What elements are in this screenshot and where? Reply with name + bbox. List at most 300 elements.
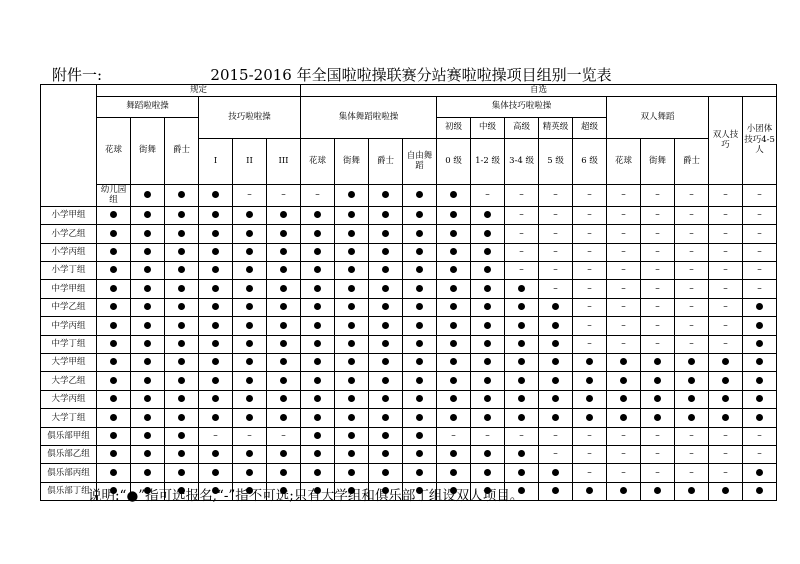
table-cell xyxy=(607,445,641,463)
table-cell xyxy=(607,409,641,427)
unavailable-dash-icon: – xyxy=(723,467,728,478)
table-cell xyxy=(675,243,709,261)
table-cell xyxy=(505,317,539,335)
available-dot-icon xyxy=(348,414,355,421)
unavailable-dash-icon: – xyxy=(587,449,592,460)
table-cell xyxy=(199,335,233,353)
unavailable-dash-icon: – xyxy=(587,430,592,441)
row-label: 小学乙组 xyxy=(41,225,97,243)
row-label: 俱乐部丁组 xyxy=(41,482,97,500)
row-label: 幼儿园组 xyxy=(97,184,131,206)
table-cell xyxy=(641,184,675,206)
available-dot-icon xyxy=(348,340,355,347)
available-dot-icon xyxy=(756,487,763,494)
table-cell xyxy=(199,243,233,261)
table-cell xyxy=(301,372,335,390)
unavailable-dash-icon: – xyxy=(689,320,694,331)
unavailable-dash-icon: – xyxy=(451,430,456,441)
table-cell xyxy=(505,427,539,445)
unavailable-dash-icon: – xyxy=(621,283,626,294)
available-dot-icon xyxy=(144,266,151,273)
table-cell xyxy=(335,298,369,316)
available-dot-icon xyxy=(484,340,491,347)
table-cell xyxy=(573,354,607,372)
available-dot-icon xyxy=(382,211,389,218)
table-cell xyxy=(97,464,131,482)
available-dot-icon xyxy=(280,322,287,329)
table-cell xyxy=(369,354,403,372)
table-cell xyxy=(743,482,777,500)
unavailable-dash-icon: – xyxy=(519,247,524,258)
table-cell xyxy=(403,445,437,463)
table-cell xyxy=(335,317,369,335)
table-cell xyxy=(709,390,743,408)
available-dot-icon xyxy=(484,450,491,457)
small-group-skill-header: 小团体技巧4-5 人 xyxy=(743,96,777,184)
table-cell xyxy=(743,317,777,335)
table-cell xyxy=(709,464,743,482)
available-dot-icon xyxy=(722,395,729,402)
table-cell xyxy=(709,372,743,390)
table-cell xyxy=(505,280,539,298)
unavailable-dash-icon: – xyxy=(587,228,592,239)
table-cell xyxy=(675,335,709,353)
available-dot-icon xyxy=(518,340,525,347)
available-dot-icon xyxy=(484,469,491,476)
table-cell xyxy=(131,206,165,224)
table-cell xyxy=(165,409,199,427)
table-cell xyxy=(369,184,403,206)
unavailable-dash-icon: – xyxy=(553,449,558,460)
row-label: 大学丁组 xyxy=(41,409,97,427)
table-cell xyxy=(233,335,267,353)
table-cell xyxy=(301,298,335,316)
table-cell xyxy=(641,464,675,482)
table-cell xyxy=(131,298,165,316)
available-dot-icon xyxy=(110,358,117,365)
table-cell xyxy=(471,390,505,408)
available-dot-icon xyxy=(382,377,389,384)
table-cell xyxy=(369,409,403,427)
table-cell xyxy=(505,206,539,224)
available-dot-icon xyxy=(212,395,219,402)
table-cell xyxy=(301,445,335,463)
available-dot-icon xyxy=(552,487,559,494)
table-cell xyxy=(607,482,641,500)
row-label: 中学丁组 xyxy=(41,335,97,353)
col-skill-3: III xyxy=(267,138,301,184)
unavailable-dash-icon: – xyxy=(485,189,490,200)
table-cell xyxy=(743,184,777,206)
table-cell xyxy=(301,243,335,261)
unavailable-dash-icon: – xyxy=(621,210,626,221)
available-dot-icon xyxy=(144,248,151,255)
table-cell xyxy=(199,409,233,427)
available-dot-icon xyxy=(450,230,457,237)
table-cell xyxy=(403,262,437,280)
available-dot-icon xyxy=(620,395,627,402)
table-cell xyxy=(301,390,335,408)
table-cell xyxy=(607,184,641,206)
unavailable-dash-icon: – xyxy=(621,467,626,478)
available-dot-icon xyxy=(518,469,525,476)
table-cell xyxy=(403,298,437,316)
available-dot-icon xyxy=(348,450,355,457)
unavailable-dash-icon: – xyxy=(587,265,592,276)
table-cell xyxy=(675,184,709,206)
unavailable-dash-icon: – xyxy=(655,247,660,258)
table-cell xyxy=(641,427,675,445)
table-cell xyxy=(403,372,437,390)
unavailable-dash-icon: – xyxy=(655,467,660,478)
available-dot-icon xyxy=(110,303,117,310)
table-cell xyxy=(267,280,301,298)
table-cell xyxy=(335,184,369,206)
col-level-12: 1-2 级 xyxy=(471,138,505,184)
table-cell xyxy=(199,225,233,243)
available-dot-icon xyxy=(416,469,423,476)
table-cell xyxy=(471,409,505,427)
table-cell xyxy=(471,184,505,206)
table-cell xyxy=(641,354,675,372)
available-dot-icon xyxy=(110,377,117,384)
table-cell xyxy=(539,482,573,500)
available-dot-icon xyxy=(450,377,457,384)
table-cell xyxy=(301,184,335,206)
available-dot-icon xyxy=(756,377,763,384)
available-dot-icon xyxy=(722,358,729,365)
table-cell xyxy=(131,225,165,243)
table-row xyxy=(41,409,777,427)
col-skill-1: I xyxy=(199,138,233,184)
table-cell xyxy=(471,427,505,445)
available-dot-icon xyxy=(314,432,321,439)
available-dot-icon xyxy=(110,248,117,255)
table-cell xyxy=(539,262,573,280)
available-dot-icon xyxy=(144,322,151,329)
table-cell xyxy=(573,464,607,482)
unavailable-dash-icon: – xyxy=(553,265,558,276)
table-cell xyxy=(437,427,471,445)
unavailable-dash-icon: – xyxy=(689,449,694,460)
available-dot-icon xyxy=(416,432,423,439)
table-cell xyxy=(233,372,267,390)
table-cell xyxy=(471,372,505,390)
table-cell xyxy=(675,464,709,482)
col-elite: 精英级 xyxy=(539,117,573,138)
table-row xyxy=(41,243,777,261)
table-cell xyxy=(403,184,437,206)
available-dot-icon xyxy=(246,377,253,384)
table-cell xyxy=(607,225,641,243)
available-dot-icon xyxy=(212,450,219,457)
available-dot-icon xyxy=(280,450,287,457)
table-cell xyxy=(641,225,675,243)
table-cell xyxy=(505,372,539,390)
table-cell xyxy=(403,206,437,224)
table-cell xyxy=(675,409,709,427)
available-dot-icon xyxy=(416,191,423,198)
table-cell xyxy=(403,225,437,243)
table-cell xyxy=(539,280,573,298)
table-cell xyxy=(505,409,539,427)
table-cell xyxy=(573,225,607,243)
available-dot-icon xyxy=(280,395,287,402)
table-cell xyxy=(131,427,165,445)
available-dot-icon xyxy=(416,358,423,365)
table-cell xyxy=(471,464,505,482)
table-cell xyxy=(335,427,369,445)
table-cell xyxy=(165,206,199,224)
table-cell xyxy=(267,298,301,316)
unavailable-dash-icon: – xyxy=(247,189,252,200)
unavailable-dash-icon: – xyxy=(689,283,694,294)
table-row xyxy=(41,262,777,280)
available-dot-icon xyxy=(382,358,389,365)
compulsory-header: 规定 xyxy=(97,85,301,97)
table-cell xyxy=(607,372,641,390)
pair-dance-header: 双人舞蹈 xyxy=(607,96,709,138)
available-dot-icon xyxy=(416,230,423,237)
available-dot-icon xyxy=(688,377,695,384)
table-cell xyxy=(573,184,607,206)
table-cell xyxy=(709,445,743,463)
table-cell xyxy=(369,372,403,390)
table-cell xyxy=(403,243,437,261)
col-group-pompom: 花球 xyxy=(301,138,335,184)
table-cell xyxy=(335,372,369,390)
table-cell xyxy=(369,262,403,280)
available-dot-icon xyxy=(518,285,525,292)
table-row xyxy=(41,445,777,463)
unavailable-dash-icon: – xyxy=(587,210,592,221)
available-dot-icon xyxy=(314,322,321,329)
table-cell xyxy=(641,372,675,390)
unavailable-dash-icon: – xyxy=(587,320,592,331)
table-cell xyxy=(165,464,199,482)
table-cell xyxy=(675,206,709,224)
table-cell xyxy=(743,243,777,261)
available-dot-icon xyxy=(246,285,253,292)
available-dot-icon xyxy=(314,358,321,365)
col-level-0: 0 级 xyxy=(437,138,471,184)
available-dot-icon xyxy=(416,395,423,402)
unavailable-dash-icon: – xyxy=(757,189,762,200)
available-dot-icon xyxy=(178,358,185,365)
available-dot-icon xyxy=(144,432,151,439)
table-cell xyxy=(471,262,505,280)
table-cell xyxy=(97,317,131,335)
table-cell xyxy=(267,243,301,261)
unavailable-dash-icon: – xyxy=(621,247,626,258)
available-dot-icon xyxy=(620,377,627,384)
skill-cheer-header: 技巧啦啦操 xyxy=(199,96,301,138)
table-cell xyxy=(335,206,369,224)
available-dot-icon xyxy=(688,358,695,365)
available-dot-icon xyxy=(722,377,729,384)
table-cell xyxy=(607,317,641,335)
table-cell xyxy=(267,262,301,280)
table-cell xyxy=(97,445,131,463)
table-cell xyxy=(97,243,131,261)
available-dot-icon xyxy=(144,211,151,218)
available-dot-icon xyxy=(280,248,287,255)
row-label: 俱乐部乙组 xyxy=(41,445,97,463)
table-cell xyxy=(743,390,777,408)
available-dot-icon xyxy=(246,211,253,218)
available-dot-icon xyxy=(178,230,185,237)
group-skill-header: 集体技巧啦啦操 xyxy=(437,96,607,117)
table-cell xyxy=(675,317,709,335)
table-cell xyxy=(199,390,233,408)
table-cell xyxy=(471,280,505,298)
table-cell xyxy=(743,335,777,353)
available-dot-icon xyxy=(178,266,185,273)
table-cell xyxy=(505,184,539,206)
available-dot-icon xyxy=(144,285,151,292)
available-dot-icon xyxy=(518,377,525,384)
available-dot-icon xyxy=(348,395,355,402)
unavailable-dash-icon: – xyxy=(723,189,728,200)
available-dot-icon xyxy=(484,395,491,402)
available-dot-icon xyxy=(416,414,423,421)
table-cell xyxy=(641,335,675,353)
table-cell xyxy=(437,354,471,372)
table-cell xyxy=(505,225,539,243)
unavailable-dash-icon: – xyxy=(655,430,660,441)
table-cell xyxy=(131,243,165,261)
table-row xyxy=(41,390,777,408)
available-dot-icon xyxy=(518,358,525,365)
table-cell xyxy=(301,335,335,353)
available-dot-icon xyxy=(518,395,525,402)
table-cell xyxy=(199,354,233,372)
table-cell xyxy=(743,372,777,390)
col-pair-jazz: 爵士 xyxy=(675,138,709,184)
table-cell xyxy=(233,445,267,463)
available-dot-icon xyxy=(212,322,219,329)
available-dot-icon xyxy=(382,322,389,329)
available-dot-icon xyxy=(110,230,117,237)
available-dot-icon xyxy=(280,340,287,347)
table-cell xyxy=(199,184,233,206)
table-cell xyxy=(573,409,607,427)
available-dot-icon xyxy=(416,340,423,347)
table-cell xyxy=(97,262,131,280)
available-dot-icon xyxy=(212,248,219,255)
table-cell xyxy=(675,390,709,408)
available-dot-icon xyxy=(314,285,321,292)
available-dot-icon xyxy=(586,414,593,421)
available-dot-icon xyxy=(178,191,185,198)
available-dot-icon xyxy=(484,211,491,218)
table-cell xyxy=(233,390,267,408)
table-cell xyxy=(403,335,437,353)
table-cell xyxy=(539,184,573,206)
table-cell xyxy=(165,184,199,206)
table-cell xyxy=(131,372,165,390)
available-dot-icon xyxy=(246,414,253,421)
table-cell xyxy=(97,280,131,298)
table-cell xyxy=(675,445,709,463)
row-label: 中学乙组 xyxy=(41,298,97,316)
unavailable-dash-icon: – xyxy=(553,283,558,294)
available-dot-icon xyxy=(178,395,185,402)
unavailable-dash-icon: – xyxy=(655,302,660,313)
table-cell xyxy=(301,262,335,280)
table-cell xyxy=(301,206,335,224)
unavailable-dash-icon: – xyxy=(655,338,660,349)
table-cell xyxy=(641,243,675,261)
available-dot-icon xyxy=(110,395,117,402)
optional-header: 自选 xyxy=(301,85,777,97)
available-dot-icon xyxy=(110,211,117,218)
table-cell xyxy=(267,427,301,445)
table-cell xyxy=(131,262,165,280)
table-cell xyxy=(403,427,437,445)
available-dot-icon xyxy=(178,248,185,255)
available-dot-icon xyxy=(212,469,219,476)
available-dot-icon xyxy=(450,358,457,365)
table-cell xyxy=(131,354,165,372)
table-cell xyxy=(335,243,369,261)
available-dot-icon xyxy=(144,450,151,457)
available-dot-icon xyxy=(110,285,117,292)
available-dot-icon xyxy=(484,230,491,237)
available-dot-icon xyxy=(654,414,661,421)
col-level-6: 6 级 xyxy=(573,138,607,184)
table-cell xyxy=(199,206,233,224)
available-dot-icon xyxy=(382,248,389,255)
table-cell xyxy=(301,225,335,243)
available-dot-icon xyxy=(586,358,593,365)
table-cell xyxy=(403,317,437,335)
available-dot-icon xyxy=(450,211,457,218)
unavailable-dash-icon: – xyxy=(689,228,694,239)
table-cell xyxy=(539,390,573,408)
event-group-table xyxy=(40,84,777,501)
table-cell xyxy=(233,206,267,224)
corner-cell xyxy=(41,85,97,207)
table-cell xyxy=(369,298,403,316)
unavailable-dash-icon: – xyxy=(485,430,490,441)
table-cell xyxy=(131,445,165,463)
available-dot-icon xyxy=(280,303,287,310)
table-cell xyxy=(233,184,267,206)
table-cell xyxy=(573,482,607,500)
table-cell xyxy=(743,262,777,280)
table-cell xyxy=(573,206,607,224)
available-dot-icon xyxy=(382,432,389,439)
unavailable-dash-icon: – xyxy=(587,247,592,258)
dance-cheer-header: 舞蹈啦啦操 xyxy=(97,96,199,117)
table-cell xyxy=(641,280,675,298)
table-cell xyxy=(675,354,709,372)
table-cell xyxy=(267,225,301,243)
table-cell xyxy=(709,206,743,224)
unavailable-dash-icon: – xyxy=(655,189,660,200)
available-dot-icon xyxy=(552,414,559,421)
unavailable-dash-icon: – xyxy=(723,283,728,294)
available-dot-icon xyxy=(246,303,253,310)
table-row xyxy=(41,280,777,298)
table-cell xyxy=(675,427,709,445)
available-dot-icon xyxy=(144,469,151,476)
unavailable-dash-icon: – xyxy=(655,283,660,294)
available-dot-icon xyxy=(246,266,253,273)
unavailable-dash-icon: – xyxy=(621,449,626,460)
unavailable-dash-icon: – xyxy=(757,265,762,276)
